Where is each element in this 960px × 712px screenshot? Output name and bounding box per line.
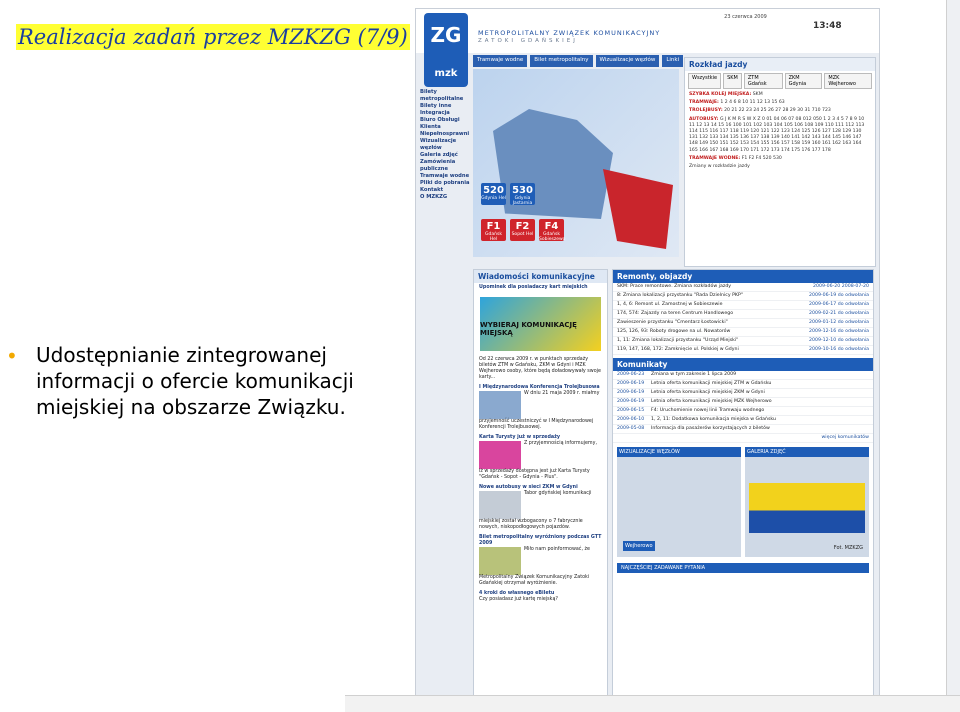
news-head: I Międzynarodowa Konferencja Trolejbusowa: [479, 385, 600, 390]
news-item[interactable]: [474, 483, 607, 533]
row-date: 2009-05-08: [617, 426, 645, 431]
sidebar-item[interactable]: Pliki do pobrania: [420, 180, 470, 186]
row-text: 174, 574: Zajazdy na teren Centrum Handlowego: [617, 311, 734, 316]
photos-title: GALERIA ZDJĘĆ: [745, 447, 869, 457]
sidebar-item[interactable]: Wizualizacje węzłów: [420, 138, 457, 151]
tile-sub: Gdańsk Hel: [485, 232, 502, 242]
line-text: 20 21 22 23 24 25 26 27 28 29 30 31 710 723: [724, 108, 831, 114]
row-date: 2009-12-10 do odwołania: [809, 338, 869, 343]
row-text: Letnia oferta komunikacji miejskiej ZTM w Gdańsku: [651, 381, 772, 386]
row-date: 2009-12-16 do odwołania: [809, 329, 869, 334]
news-text: Od 22 czerwca 2009 r. w punktach sprzedaży biletów ZTM w Gdańsku, ZKM w Gdyni i MZK Wejherowo osoby, które będą doładowywały swoje karty...: [479, 357, 601, 380]
news-text: Miło nam poinformować, że Metropolitalny Związek Komunikacyjny Zatoki Gdańskiej otrzymał wyróżnienie.: [479, 547, 590, 586]
sidebar-item[interactable]: Niepełnosprawni: [420, 131, 470, 137]
remonty-row[interactable]: [613, 346, 873, 355]
komunikaty-title: Komunikaty: [613, 358, 873, 371]
row-text: 119, 147, 168, 172: Zamknięcie ul. Polskiej w Gdyni: [617, 347, 739, 352]
remonty-row[interactable]: [613, 283, 873, 292]
news-title: Wiadomości komunikacyjne: [474, 270, 607, 283]
news-subtitle[interactable]: [474, 283, 607, 293]
komunikaty-row[interactable]: [613, 416, 873, 425]
news-thumb: [479, 441, 521, 469]
line-text: F1 F2 F4 520 530: [741, 155, 782, 161]
sidebar-item[interactable]: Integracja: [420, 110, 450, 116]
sidebar-menu: [420, 89, 470, 201]
row-date: 2009-06-17 do odwołania: [809, 302, 869, 307]
tile-sub: Gdańsk Sobieszewo: [539, 232, 566, 242]
nav-item[interactable]: Linki: [662, 55, 683, 67]
date-label: 23 czerwca 2009: [724, 14, 767, 20]
banner-label: WYBIERAJ KOMUNIKACJĘ MIEJSKĄ: [480, 321, 577, 337]
logo-sub: mzk: [434, 68, 458, 79]
row-date: 2009-06-19: [617, 381, 645, 386]
photos-panel[interactable]: [745, 447, 869, 557]
tile-sub: Gdynia Hel: [481, 196, 506, 201]
sidebar-item[interactable]: O MZKZG: [420, 194, 448, 200]
photos-label: Fot. MZKZG: [833, 545, 863, 551]
tile-f1[interactable]: [481, 219, 506, 241]
news-item[interactable]: [474, 589, 607, 605]
line-label: SZYBKA KOLEJ MIEJSKA:: [689, 92, 752, 97]
komunikaty-row[interactable]: [613, 389, 873, 398]
tile-520[interactable]: [481, 183, 506, 205]
tile-num: F2: [515, 221, 530, 232]
status-bar: [345, 695, 960, 712]
tile-num: F4: [544, 221, 559, 232]
timetable-footer[interactable]: Zmiany w rozkładzie jazdy: [689, 164, 750, 170]
remonty-row[interactable]: [613, 301, 873, 310]
news-item[interactable]: [474, 355, 607, 383]
news-thumb: [479, 491, 521, 519]
news-subtitle-text: Upominek dla posiadaczy kart miejskich: [479, 285, 588, 290]
row-text: Letnia oferta komunikacji miejskiej MZK Wejherowo: [651, 399, 772, 404]
website-screenshot: [415, 8, 880, 698]
news-item[interactable]: [474, 533, 607, 589]
nav-item[interactable]: Wizualizacje węzłów: [596, 55, 660, 67]
komunikaty-more[interactable]: [613, 434, 873, 443]
org-name: METROPOLITALNY ZWIĄZEK KOMUNIKACYJNY: [478, 29, 661, 37]
tile-num: 520: [483, 185, 504, 196]
news-head: Bilet metropolitalny wyróżniony podczas GTT 2009: [479, 535, 602, 546]
tile-sub: Sopot Hel: [511, 232, 534, 237]
line-label: AUTOBUSY:: [689, 116, 719, 122]
sidebar-item[interactable]: Biuro Obsługi Klienta: [420, 117, 460, 130]
row-text: 8: Zmiana lokalizacji przystanku "Rada Dzielnicy PKP": [617, 293, 743, 298]
site-header: [416, 9, 880, 53]
remonty-row[interactable]: [613, 310, 873, 319]
clock-label: 13:48: [813, 21, 842, 31]
more-link: więcej komunikatów: [821, 435, 869, 440]
tile-num: F1: [486, 221, 501, 232]
faq-title[interactable]: NAJCZĘŚCIEJ ZADAWANE PYTANIA: [617, 563, 869, 573]
row-text: Letnia oferta komunikacji miejskiej ZKM w Gdyni: [651, 390, 765, 395]
news-head: Nowe autobusy w sieci ZKM w Gdyni: [479, 485, 578, 490]
news-text: Czy posiadasz już kartę miejską?: [479, 597, 558, 602]
news-text: Tabor gdyńskiej komunikacji miejskiej został wzbogacony o 7 fabrycznie nowych, niskopodłogowych pojazdów.: [479, 491, 592, 530]
remonty-row[interactable]: [613, 328, 873, 337]
row-text: Zawieszenie przystanku "Cmentarz Łostowicki": [617, 320, 728, 325]
sidebar-item[interactable]: Bilety metropolitalne: [420, 89, 464, 102]
news-column: [473, 269, 608, 698]
remonty-title: Remonty, objazdy: [613, 270, 873, 283]
row-date: 2009-06-15: [617, 408, 645, 413]
bullet-icon: •: [6, 344, 18, 368]
row-text: F4: Uruchomienie nowej linii Tramwaju wodnego: [651, 408, 765, 413]
row-date: 2009-06-23: [617, 372, 645, 377]
row-date: 2009-06-19: [617, 390, 645, 395]
row-date: 2009-06-20 2008-07-20: [813, 284, 869, 289]
remonty-row[interactable]: [613, 292, 873, 301]
news-head: Karta Turysty już w sprzedaży: [479, 435, 561, 440]
timetable-line[interactable]: [685, 107, 875, 115]
row-date: 2009-10-16 do odwołania: [809, 347, 869, 352]
row-text: Zmiana w tym zakresie 1 lipca 2009: [651, 372, 737, 377]
sidebar-item[interactable]: Zamówienia publiczne: [420, 159, 456, 172]
sidebar-item[interactable]: Bilety inne: [420, 103, 452, 109]
komunikaty-row[interactable]: [613, 407, 873, 416]
network-map[interactable]: [473, 69, 679, 257]
gallery-row: [613, 443, 873, 561]
row-date: 2009-06-10: [617, 417, 645, 422]
row-text: 1, 4, 6: Remont ul. Zamostnej w Sobieszewie: [617, 302, 723, 307]
nav-item[interactable]: Tramwaje wodne: [473, 55, 527, 67]
row-text: Informacja dla pasażerów korzystających z biletów: [651, 426, 770, 431]
timetable-tab[interactable]: ZTM Gdańsk: [744, 73, 783, 89]
row-text: 1, 2, 11: Dodatkowa komunikacja miejska w Gdańsku: [651, 417, 776, 422]
logo[interactable]: [424, 13, 468, 87]
komunikaty-row[interactable]: [613, 425, 873, 434]
sidebar-item[interactable]: Kontakt: [420, 187, 444, 193]
scrollbar[interactable]: [946, 0, 960, 695]
news-item[interactable]: [474, 433, 607, 483]
timetable-line[interactable]: [685, 99, 875, 107]
timetable-tab[interactable]: MZK Wejherowo: [824, 73, 872, 89]
line-text: SKM: [752, 92, 763, 97]
remonty-row[interactable]: [613, 337, 873, 346]
nodes-label: Wejherowo: [625, 543, 653, 549]
row-date: 2009-01-12 do odwołania: [809, 320, 869, 325]
sidebar-item[interactable]: Galeria zdjęć: [420, 152, 458, 158]
komunikaty-row[interactable]: [613, 380, 873, 389]
row-date: 2009-06-19 do odwołania: [809, 293, 869, 298]
nav-item[interactable]: Bilet metropolitalny: [530, 55, 592, 67]
row-text: 125, 126, 93: Roboty drogowe na ul. Nowatorów: [617, 329, 731, 334]
bullet-text: Udostępnianie zintegrowanej informacji o ofercie komunikacji miejskiej na obszarze Związku.: [36, 343, 354, 419]
map-land-gdansk: [603, 169, 673, 249]
org-sub: ZATOKI GDAŃSKIEJ: [478, 38, 578, 44]
row-date: 2009-02-21 do odwołania: [809, 311, 869, 316]
news-thumb: [479, 547, 521, 575]
updates-column: [612, 269, 874, 698]
row-date: 2009-06-19: [617, 399, 645, 404]
news-text: W dniu 21 maja 2009 r. miałmy przyjemność uczestniczyć w I Międzynarodowej Konferencji Trolejbusowej.: [479, 391, 600, 430]
timetable-tab[interactable]: ZKM Gdynia: [785, 73, 823, 89]
remonty-row[interactable]: [613, 319, 873, 328]
train-photo: [749, 483, 865, 533]
news-text: Z przyjemnością informujemy, iż w sprzedaży dostępna jest już Karta Turysty "Gdańsk - Sopot - Gdynia - Plus".: [479, 441, 597, 480]
timetable-panel: [684, 57, 876, 267]
logo-text: ZG: [430, 23, 462, 47]
news-thumb: [479, 391, 521, 419]
komunikaty-row[interactable]: [613, 371, 873, 380]
timetable-title: Rozkład jazdy: [685, 58, 875, 71]
timetable-tab[interactable]: SKM: [723, 73, 742, 89]
line-label: TROLEJBUSY:: [689, 108, 723, 114]
tile-530[interactable]: [510, 183, 535, 205]
timetable-tab[interactable]: Wszystkie: [688, 73, 721, 89]
nodes-panel[interactable]: [617, 447, 741, 557]
timetable-line[interactable]: [685, 116, 875, 155]
line-label: TRAMWAJE:: [689, 100, 719, 106]
tile-f2[interactable]: [510, 219, 535, 241]
tile-f4[interactable]: [539, 219, 564, 241]
sidebar-item[interactable]: Tramwaje wodne: [420, 173, 470, 179]
timetable-line[interactable]: [685, 155, 875, 163]
nodes-title: WIZUALIZACJE WĘZŁÓW: [617, 447, 741, 457]
tile-sub: Gdynia Jastarnia: [512, 196, 533, 206]
timetable-tabs: [685, 71, 875, 91]
news-item[interactable]: [474, 383, 607, 433]
komunikaty-row[interactable]: [613, 398, 873, 407]
slide-title: Realizacja zadań przez MZKZG (7/9): [18, 25, 408, 49]
line-label: TRAMWAJE WODNE:: [689, 155, 741, 161]
timetable-line[interactable]: [685, 91, 875, 99]
row-text: SKM: Prace remontowe. Zmiana rozkładów jazdy: [617, 284, 732, 289]
line-text: G J K M R S W X Z 0 01 04 06 07 08 012 050 1 2 3 4 5 7 8 9 10 11 12 13 14 15 16 100 101 102 103 104 105 106 108 109 110 111 112 113 114 115 116 117 118 119 120 121 122 123 124 125 126 127 128 129 130 131 132 133 134 135 136 137 138 139 140 141 142 143 144 145 146 147 148 149 150 151 152 153 154 155 156 157 158 159 160 161 162 163 164 165 166 167 168 169 170 171 172 173 174 175 176 177 178: [689, 116, 865, 153]
line-text: 1 2 4 6 8 10 11 12 13 15 63: [720, 100, 785, 106]
news-banner[interactable]: [480, 297, 601, 351]
tile-num: 530: [512, 185, 533, 196]
news-head: 4 kroki do własnego eBiletu: [479, 591, 555, 596]
row-text: 1, 11: Zmiana lokalizacji przystanku "Urząd Miejski": [617, 338, 739, 343]
